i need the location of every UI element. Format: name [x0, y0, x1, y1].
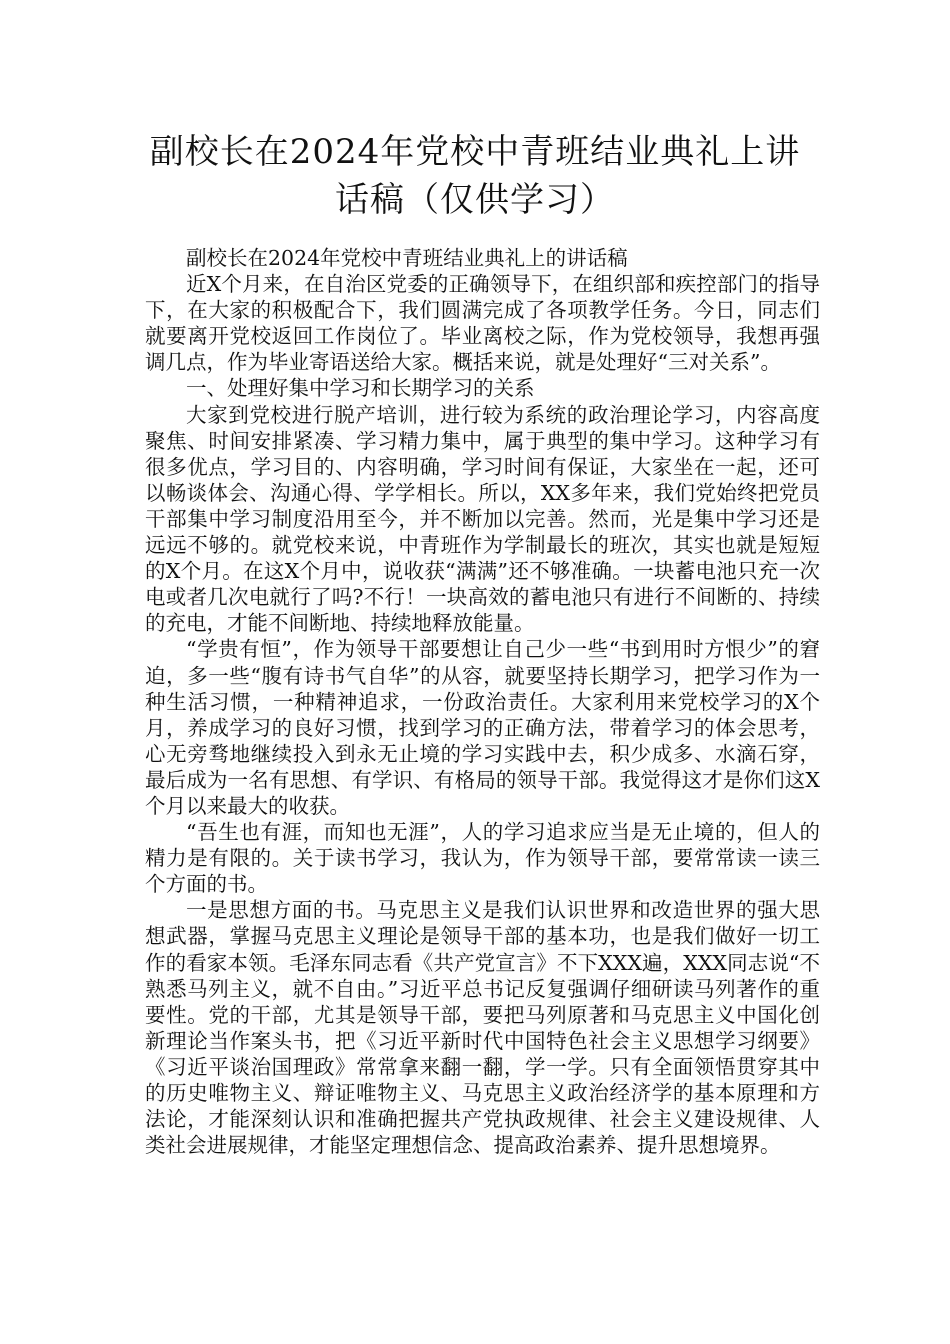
document-title: [120, 128, 830, 224]
body-paragraph: 一是思想方面的书。马克思主义是我们认识世界和改造世界的强大思想武器，掌握马克思主义理论是领导干部的基本功，也是我们做好一切工作的看家本领。毛泽东同志看《共产党宣言》不下XXX遍，XXX同志说“不熟悉马列主义，就不自由。”习近平总书记反复强调仔细研读马列著作的重要性。党的干部，尤其是领导干部，要把马列原著和马克思主义中国化创新理论当作案头书，把《习近平新时代中国特色社会主义思想学习纲要》《习近平谈治国理政》常常拿来翻一翻，学一学。只有全面领悟贯穿其中的历史唯物主义、辩证唯物主义、马克思主义政治经济学的基本原理和方法论，才能深刻认识和准确把握共产党执政规律、社会主义建设规律、人类社会进展规律，才能坚定理想信念、提高政治素养、提升思想境界。: [145, 898, 820, 1158]
title-line-2: 话稿（仅供学习）: [335, 180, 615, 220]
intro-paragraph: 近X个月来，在自治区党委的正确领导下，在组织部和疾控部门的指导下，在大家的积极配合下，我们圆满完成了各项教学任务。今日，同志们就要离开党校返回工作岗位了。毕业离校之际，作为党校领导，我想再强调几点，作为毕业寄语送给大家。概括来说，就是处理好“三对关系”。: [145, 272, 820, 375]
title-line-1: 副校长在2024年党校中青班结业典礼上讲: [149, 132, 801, 172]
body-paragraph: “吾生也有涯，而知也无涯”，人的学习追求应当是无止境的，但人的精力是有限的。关于读书学习，我认为，作为领导干部，要常常读一读三个方面的书。: [145, 820, 820, 897]
document-body: [145, 245, 820, 1158]
body-paragraph: 大家到党校进行脱产培训，进行较为系统的政治理论学习，内容高度聚焦、时间安排紧凑、学习精力集中，属于典型的集中学习。这种学习有很多优点，学习目的、内容明确，学习时间有保证，大家坐在一起，还可以畅谈体会、沟通心得、学学相长。所以，XX多年来，我们党始终把党员干部集中学习制度沿用至今，并不断加以完善。然而，光是集中学习还是远远不够的。就党校来说，中青班作为学制最长的班次，其实也就是短短的X个月。在这X个月中，说收获“满满”还不够准确。一块蓄电池只充一次电或者几次电就行了吗?不行！一块高效的蓄电池只有进行不间断的、持续的充电，才能不间断地、持续地释放能量。: [145, 402, 820, 636]
subtitle-paragraph: 副校长在2024年党校中青班结业典礼上的讲话稿: [186, 246, 628, 270]
section-heading-1: 一、处理好集中学习和长期学习的关系: [186, 376, 535, 401]
body-paragraph: “学贵有恒”，作为领导干部要想让自己少一些“书到用时方恨少”的窘迫，多一些“腹有诗书气自华”的从容，就要坚持长期学习，把学习作为一种生活习惯，一种精神追求，一份政治责任。大家利用来党校学习的X个月，养成学习的良好习惯，找到学习的正确方法，带着学习的体会思考，心无旁骛地继续投入到永无止境的学习实践中去，积少成多、水滴石穿，最后成为一名有思想、有学识、有格局的领导干部。我觉得这才是你们这X个月以来最大的收获。: [145, 637, 820, 818]
